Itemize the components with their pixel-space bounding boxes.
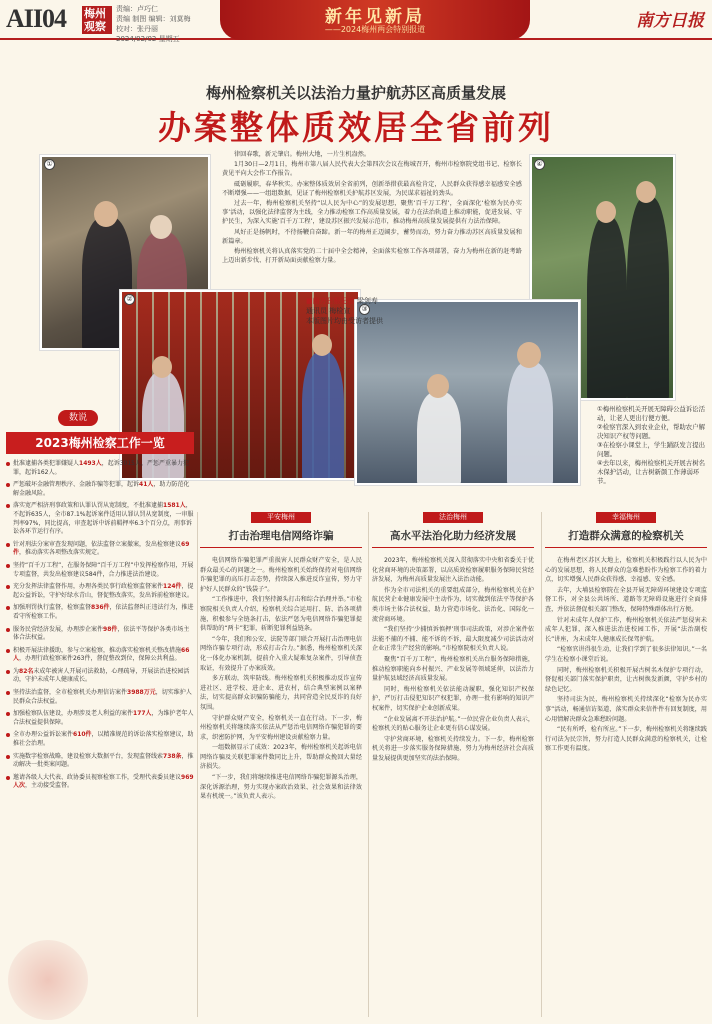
stat-highlight: 1493人: [79, 460, 102, 467]
stat-item: [6, 668, 194, 685]
sidebar-tag: 数说: [58, 410, 98, 426]
byline-reporter: 梁剑寿: [356, 297, 378, 305]
stat-item: [6, 460, 194, 477]
column-title: 打造群众满意的检察机关: [545, 528, 707, 548]
person-head: [94, 201, 118, 227]
stat-text: 为: [13, 667, 20, 675]
stat-item: [6, 583, 194, 600]
stat-text: 坚持法治监督，全市检察机关办理信访案件: [13, 689, 128, 697]
column-paragraph: 去年，大埔县检察院在全县开展无障碍环境建设专项监督工作，对全县公共场所、道路等无障碍设施进行全面排查，并依法督促相关部门整改，保障特殊群体出行方便。: [545, 586, 707, 613]
lead-paragraph: 砥砺履职，春华秋实。办案整体质效居全省前列，创新举措获最高检肯定，人民群众获得感幸福感安全感不断增强——一组组数据，见证了梅州检察机关护航苏区发展，为民谋求福祉的劲头。: [222, 180, 522, 197]
column-divider: [541, 512, 542, 1017]
column-paragraph: “今年，我们和公安、法院等部门联合开展打击治理电信网络诈骗专项行动，形成打击合力。”据悉，梅州检察机关深化一体化办案机制，提前介入重大疑难复杂案件，引导侦查取证，有效提升了办案质效。: [200, 635, 362, 672]
stat-item: [6, 710, 194, 727]
column-tag: 法治梅州: [423, 512, 483, 523]
prosecutor-figure: [627, 197, 669, 400]
stat-item: [6, 626, 194, 643]
column-paragraph: “下一步，我们将继续推进电信网络诈骗犯罪源头治理，深化诉源治理，努力实现办案政治效果、社会效果和法律效果有机统一。”该负责人表示。: [200, 774, 362, 801]
stat-item: [6, 562, 194, 579]
stat-highlight: 69件: [13, 540, 190, 557]
stat-text: ，依法监督纠正违法行为，推进看守所检察工作。: [13, 604, 194, 620]
photo-caption: ①梅州检察机关开展无障碍公益诉讼活动，让老人更出行便方便。: [597, 405, 705, 422]
stat-text: 加强刑罚执行监督，检察监督: [13, 604, 92, 612]
column-paragraph: 坚持司法为民，梅州检察机关持续深化“检察为民办实事”活动，畅通信访渠道，落实群众来信件件有回复制度，用心用情解决群众急难愁盼问题。: [545, 696, 707, 723]
column-paragraph: 一组数据显示了成效：2023年，梅州检察机关起诉电信网络诈骗及关联犯罪案件数同比上升，帮助群众挽回大量经济损失。: [200, 744, 362, 771]
stat-text: ，不起诉635人，全市87.1%起诉案件适用认罪认罚从宽制度，一审服判率97%，同比提高，审查起诉中诉前羁押率6.3个百分点，刑事诉讼各环节运行有序。: [13, 502, 194, 536]
stat-text: 针对刑法分案审查发现问题，依法监督立案撤案，发出检察建议: [13, 540, 182, 548]
stat-item: [6, 731, 194, 748]
column-paragraph: 守护群众财产安全，检察机关一直在行动。下一步，梅州检察机关将继续落实依法从严惩治电信网络诈骗犯罪的要求，织密防护网，为平安梅州建设贡献检察力量。: [200, 714, 362, 741]
photo-badge: ③: [359, 304, 370, 315]
stat-highlight: 969人次: [13, 773, 194, 790]
article-column-happiness: [545, 512, 707, 755]
stat-text: 邀请各级人大代表、政协委员视察检察工作，受理代表委员建议: [13, 773, 182, 781]
stat-item: [6, 604, 194, 621]
column-tag: 平安梅州: [251, 512, 311, 523]
banner-subtitle: ——2024梅州两会特别报道: [324, 25, 426, 34]
column-paragraph: “检察官讲得很生动，让我们学到了很多法律知识。”一名学生在检察小课堂后说。: [545, 646, 707, 663]
column-paragraph: 针对未成年人保护工作，梅州检察机关依法严惩侵害未成年人犯罪，深入推进法治进校园工作，开展“法治副校长”讲座，为未成年人健康成长保驾护航。: [545, 616, 707, 643]
stat-highlight: 3988万元: [127, 689, 156, 697]
photo-caption: ④去年以来，梅州检察机关开展古树名木保护活动，让古树新颜工作薄弱环节。: [597, 459, 705, 485]
stat-item: [6, 502, 194, 536]
stat-text: ，办理行政检察案件263件，督促整改到位，保障公共利益。: [19, 655, 181, 663]
person-head: [427, 374, 449, 398]
byline-prefix: ■南方日报记者: [306, 297, 355, 305]
column-paragraph: “民有所呼，检有所应。”下一步，梅州检察机关将继续践行司法为民宗旨，努力打造人民群众满意的检察机关，让检察工作更有温度。: [545, 726, 707, 753]
column-paragraph: 电信网络诈骗犯罪严重损害人民群众财产安全，是人民群众最关心的问题之一。梅州检察机关始终保持对电信网络诈骗犯罪的高压打击态势，持续深入推进反诈宣传，努力守护好人民群众的“钱袋子”。: [200, 557, 362, 593]
stat-text: 服务民营经济发展，办理涉企案件: [13, 625, 104, 633]
stat-text: ，主动接受监督。: [25, 782, 74, 790]
stat-highlight: 177人: [133, 710, 152, 718]
stat-highlight: 66人: [13, 646, 190, 663]
stat-text: 加强检察队伍建设，办理涉及老人利益的案件: [13, 710, 134, 718]
stat-text: ，推动落实各项整改落实规定。: [19, 549, 104, 557]
photo-caption: ③在检察小课堂上，学生踊跃发言提出问题。: [597, 441, 705, 458]
stat-text: ，在服务保障“百千万工程”中发挥检察作用，开展专项监督，共发出检察建议584件，合力推进法治建设。: [13, 561, 194, 578]
stat-text: 落实宽严相济刑事政策和认罪认罚从宽制度，不批准逮捕: [13, 502, 164, 510]
stat-text: 未成年被害人开展司法救助，心理疏导，开展法治进校园活动，守护未成年人健康成长。: [13, 667, 190, 684]
stat-item: [6, 774, 194, 791]
photo-classroom: [355, 300, 580, 485]
headline-kicker: 梅州检察机关以法治力量护航苏区高质量发展: [205, 84, 506, 102]
column-paragraph: “企业发展离不开法治护航。”一位民营企业负责人表示，检察机关的贴心服务让企业更有信心谋发展。: [372, 715, 534, 733]
meta-line: 责编 制图 编辑：刘莫梅: [116, 15, 191, 23]
byline-intern: 通讯员 梅检宣: [306, 307, 351, 315]
column-paragraph: 同时，梅州检察机关依法能动履职，强化知识产权保护，严厉打击侵犯知识产权犯罪，办理一批有影响的知识产权案件，切实保护企业创新成果。: [372, 685, 534, 712]
person-head: [312, 334, 332, 356]
column-paragraph: 聚焦“百千万工程”，梅州检察机关出台服务保障措施，推动检察职能向乡村振兴、产业发展等领域延伸，以法治力量护航县域经济高质量发展。: [372, 655, 534, 683]
column-body: [372, 556, 534, 763]
stat-text: ，为维护老年人合法权益提供保障。: [13, 710, 194, 726]
stats-list: [6, 460, 194, 795]
article-lead: [222, 150, 522, 266]
stat-text: 严惩破坏金融管理秩序、金融诈骗等犯罪，起诉: [13, 481, 140, 489]
stat-text: ，依法平等保护各类市场主体合法权益。: [13, 625, 190, 642]
stat-highlight: 82名: [19, 667, 34, 675]
column-paragraph: 多方联动，筑牢防线。梅州检察机关积极推动反诈宣传进社区、进学校、进企业、进农村，结合典型案例以案释法，切实提高群众识骗防骗能力，共同营造全民反诈的良好氛围。: [200, 675, 362, 711]
lead-paragraph: 梅州检察机关将认真落实党的二十届中全会精神，全面落实检察工作各项部署，奋力为梅州在新的赶考路上迈出新步伐、打开新局面贡献检察力量。: [222, 248, 522, 265]
lead-paragraph: 风好正是扬帆时，不待扬鞭自奋蹄。新一年的梅州正迈阔步，蓄势而动，努力奋力推动苏区高质量发展和新篇章。: [222, 228, 522, 245]
photo-badge: ④: [534, 159, 545, 170]
stat-text: 实施数字检察战略，建设检察大数据平台，发现监督线索: [13, 752, 164, 760]
stat-highlight: 836件: [91, 604, 110, 612]
stat-text: 充分发挥法律监督作用，办理各类民事行政检察监督案件: [13, 583, 164, 591]
photo-badge: ①: [44, 159, 55, 170]
page-number: AII04: [6, 4, 67, 33]
meta-line: 责编：卢巧仁: [116, 5, 158, 13]
stat-item: [6, 541, 194, 558]
photo-captions: [597, 405, 707, 486]
stat-item: [6, 647, 194, 664]
article-column-rule-of-law: [372, 512, 534, 764]
stat-text: 坚持“百千万工程”: [13, 561, 62, 569]
column-paragraph: 守护营商环境，检察机关持续发力。下一步，梅州检察机关将进一步落实服务保障措施，努力为梅州经济社会高质量发展提供更加坚实的法治保障。: [372, 735, 534, 762]
column-body: [200, 556, 362, 802]
stat-item: [6, 753, 194, 770]
column-title: 高水平法治化助力经济发展: [372, 528, 534, 548]
stat-highlight: 610件: [73, 731, 92, 739]
stat-highlight: 98件: [103, 625, 118, 633]
person-head: [636, 181, 656, 203]
column-paragraph: 在梅州老区苏区大地上，检察机关积极践行以人民为中心的发展思想，将人民群众的急难愁盼作为检察工作的着力点，切实增强人民群众获得感、幸福感、安全感。: [545, 557, 707, 584]
column-tag: 幸福梅州: [596, 512, 656, 523]
person-figure: [302, 352, 344, 480]
decorative-circle: [8, 940, 88, 1020]
prosecutor-figure: [587, 217, 627, 400]
meta-line: 校对：张丹丽: [116, 25, 158, 33]
stat-highlight: 41人: [139, 481, 154, 489]
stat-text: ，切实维护人民群众合法权益。: [13, 689, 192, 705]
person-head: [150, 215, 172, 239]
column-divider: [197, 512, 198, 1017]
meta-line: 2024/02/02 星期五: [116, 35, 180, 43]
section-label: 梅州观察: [82, 6, 112, 34]
column-paragraph: 作为全市司法机关的重要组成部分，梅州检察机关在护航民营企业健康发展中主动作为，切实做到依法平等保护各类市场主体合法权益，助力营造市场化、法治化、国际化一流营商环境。: [372, 586, 534, 623]
stat-text: 全市办理公益诉讼案件: [13, 731, 74, 739]
lead-paragraph: 过去一年，梅州检察机关坚持“以人民为中心”的发展思想，聚焦‘百千万工程’，全面深化‘检察为民办实事’活动，以强化法律监督为主线，全力推动检察工作高质量发展，着力在法治轨道上推动职能，促进发展、守护民生，为深入实施‘百千万工程’，建设苏区振兴发展示范市，推动梅州高质量发展提供有力法治保障。: [222, 200, 522, 226]
prosecutor-figure: [507, 362, 553, 485]
lead-paragraph: 1月30日—2月1日，梅州市第八届人民代表大会第四次会议在梅城召开，梅州市检察院党组书记、检察长黄见平向大会作工作报告。: [222, 161, 522, 178]
article-column-safety: [200, 512, 362, 803]
stat-highlight: 124件: [163, 583, 182, 591]
person-head: [596, 201, 616, 223]
sidebar-title: 2023梅州检察工作一览: [6, 432, 194, 454]
column-body: [545, 556, 707, 754]
stat-highlight: 738条: [163, 752, 182, 760]
masthead: [0, 0, 712, 43]
special-report-banner: [220, 0, 530, 40]
column-divider: [368, 512, 369, 1017]
column-title: 打击治理电信网络诈骗: [200, 528, 362, 548]
masthead-meta: [116, 4, 190, 44]
newspaper-logo: 南方日报: [636, 11, 704, 31]
banner-title: 新年见新局: [325, 7, 425, 27]
stat-text: ，提起公益诉讼，守护好绿水青山，督促整改落实，发出诉前检察建议。: [13, 583, 194, 599]
stat-text: ，推动解决一批类案问题。: [13, 752, 194, 769]
byline: [306, 296, 383, 326]
student-figure: [417, 392, 461, 485]
stat-text: ，助力防范化解金融风险。: [13, 481, 190, 497]
person-head: [152, 356, 172, 378]
stat-item: [6, 689, 194, 706]
column-paragraph: 同时，梅州检察机关积极开展古树名木保护专项行动，督促相关部门落实保护职责，让古树焕发新颜，守护乡村的绿色记忆。: [545, 666, 707, 693]
stat-text: ，起诉3015人，严惩严重暴力犯罪，起诉162人。: [13, 460, 189, 476]
stat-text: 批准逮捕各类犯罪嫌疑人: [13, 460, 80, 467]
photo-caption: ②检察官深入到农业企业，帮助农户解决知识产权等问题。: [597, 423, 705, 440]
photo-badge: ②: [124, 294, 135, 305]
stat-highlight: 1581人: [163, 502, 186, 510]
byline-photo: 本版图片均由受访者提供: [306, 317, 383, 325]
column-paragraph: “我们坚持‘少捕慎诉慎押’刑事司法政策，对涉企案件依法能不捕的不捕、能不诉的不诉，最大限度减少司法活动对企业正常生产经营的影响。”市检察院相关负责人说。: [372, 626, 534, 653]
stat-item: [6, 481, 194, 498]
column-paragraph: 2023年，梅州检察机关深入贯彻落实中央和省委关于优化营商环境的决策部署，以高质效检察履职服务保障民营经济发展，为梅州高质量发展注入法治动能。: [372, 557, 534, 584]
person-head: [517, 342, 541, 368]
main-headline: 办案整体质效居全省前列: [158, 108, 554, 147]
stat-text: 积极开展法律援助，参与立案检察，推动落实检察机关整改措施: [13, 646, 182, 654]
lead-paragraph: 律回春歌，新元肇启。梅州大地，一片生机盎然。: [234, 151, 371, 158]
stat-text: ，以精准规范的诉讼落实检察建议，助推社会治理。: [13, 731, 194, 748]
column-paragraph: “工作推进中，我们坚持源头打击和综合治理并举。”市检察院相关负责人介绍，检察机关综合运用打、防、治各项措施，积极参与全链条打击，依法严惩为电信网络诈骗犯罪提供帮助的“两卡”犯罪，斩断犯罪利益链条。: [200, 596, 362, 633]
